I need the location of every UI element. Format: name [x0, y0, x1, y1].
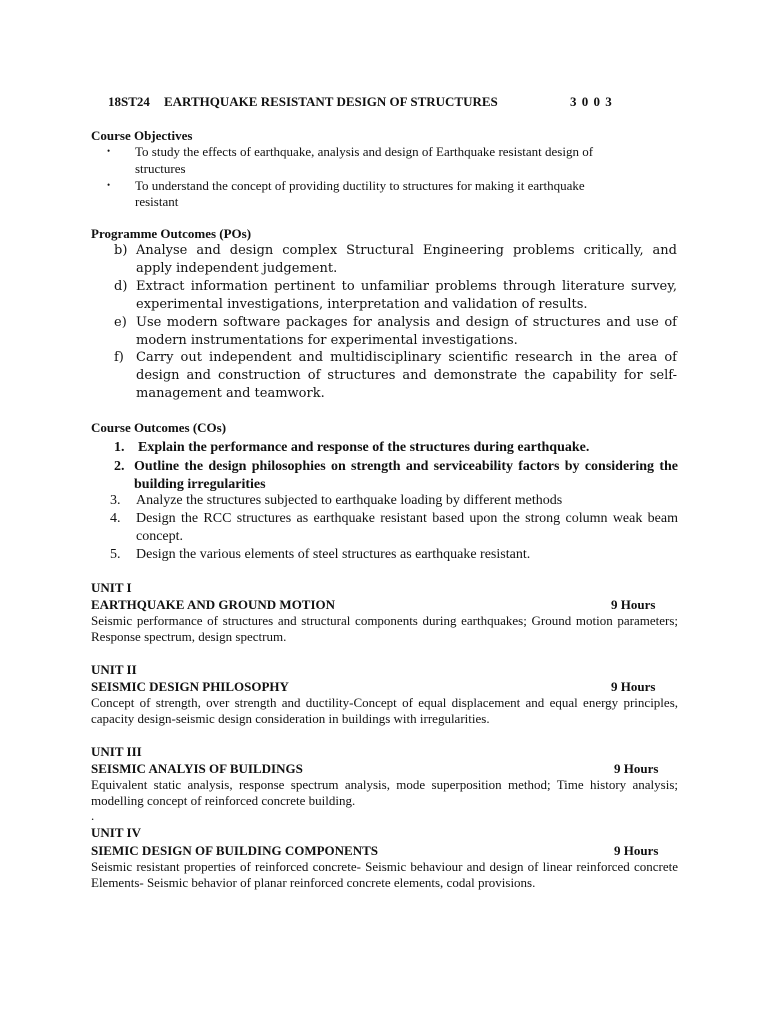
unit-2-body: Concept of strength, over strength and ductility-Concept of equal displacement and equal energy principles, capacity design-seismic design consideration in buildings with irregularities.: [91, 695, 678, 726]
co-4-text: Design the RCC structures as earthquake resistant based upon the strong column weak beam concept.: [136, 511, 678, 544]
unit-2-title: SEISMIC DESIGN PHILOSOPHY: [91, 679, 289, 694]
co-5-text: Design the various elements of steel structures as earthquake resistant.: [136, 547, 531, 562]
po-b-text: Analyse and design complex Structural Engineering problems critically, and apply independent judgement.: [136, 243, 677, 276]
unit-3-body: Equivalent static analysis, response spectrum analysis, mode superposition method; Time history analysis; modelling concept of reinforced concrete building.: [91, 777, 678, 808]
po-marker: d): [114, 279, 128, 294]
po-e-text: Use modern software packages for analysis and design of structures and use of modern instrumentations for experimental investigations.: [136, 315, 677, 348]
po-marker: b): [114, 243, 128, 258]
co-marker: 3.: [110, 493, 121, 508]
unit-3-label: UNIT III: [91, 744, 142, 759]
course-objectives-heading: Course Objectives: [91, 128, 193, 143]
unit-4-title: SIEMIC DESIGN OF BUILDING COMPONENTS: [91, 843, 379, 858]
co-2-text: Outline the design philosophies on strength and serviceability factors by considering the building irregularities: [134, 459, 678, 492]
po-marker: f): [114, 350, 124, 365]
po-f-text: Carry out independent and multidisciplinary scientific research in the area of design and construction of structures and demonstrate the capability for self-management and teamwork.: [136, 350, 677, 401]
unit-1-label: UNIT I: [91, 580, 132, 595]
unit-1-title: EARTHQUAKE AND GROUND MOTION: [91, 597, 336, 612]
unit-1-body: Seismic performance of structures and structural components during earthquakes; Ground motion parameters; Response spectrum, design spectrum.: [91, 613, 678, 644]
co-marker: 5.: [110, 547, 121, 562]
objective-2-line2: resistant: [135, 194, 179, 209]
co-3-text: Analyze the structures subjected to earthquake loading by different methods: [136, 493, 563, 508]
po-d-text: Extract information pertinent to unfamiliar problems through literature survey, experimental investigations, interpretation and validation of results.: [136, 279, 677, 312]
bullet-icon: •: [107, 146, 111, 156]
unit-3-hours: 9 Hours: [614, 761, 659, 776]
unit-2-label: UNIT II: [91, 662, 137, 677]
unit-2-hours: 9 Hours: [611, 679, 656, 694]
unit-4-hours: 9 Hours: [614, 843, 659, 858]
unit-4-body: Seismic resistant properties of reinforced concrete- Seismic behaviour and design of linear reinforced concrete Elements- Seismic behavior of planar reinforced concrete elements, codal provisions.: [91, 859, 678, 890]
course-credits: 3 0 0 3: [570, 94, 613, 109]
objective-1-line2: structures: [135, 161, 186, 176]
co-marker: 2.: [114, 459, 125, 474]
po-marker: e): [114, 315, 127, 330]
course-outcomes-heading: Course Outcomes (COs): [91, 420, 227, 435]
objective-2-line1: To understand the concept of providing ductility to structures for making it earthquake: [135, 178, 585, 193]
course-title: EARTHQUAKE RESISTANT DESIGN OF STRUCTURES: [164, 94, 498, 109]
unit-3-trailing-mark: .: [91, 808, 95, 823]
co-marker: 1.: [114, 440, 125, 455]
unit-4-label: UNIT IV: [91, 825, 141, 840]
programme-outcomes-heading: Programme Outcomes (POs): [91, 226, 252, 241]
co-1-text: Explain the performance and response of the structures during earthquake.: [138, 440, 590, 455]
unit-3-title: SEISMIC ANALYIS OF BUILDINGS: [91, 761, 303, 776]
bullet-icon: •: [107, 180, 111, 190]
course-code: 18ST24: [108, 94, 150, 109]
co-marker: 4.: [110, 511, 121, 526]
objective-1-line1: To study the effects of earthquake, analysis and design of Earthquake resistant design of: [135, 144, 594, 159]
unit-1-hours: 9 Hours: [611, 597, 656, 612]
